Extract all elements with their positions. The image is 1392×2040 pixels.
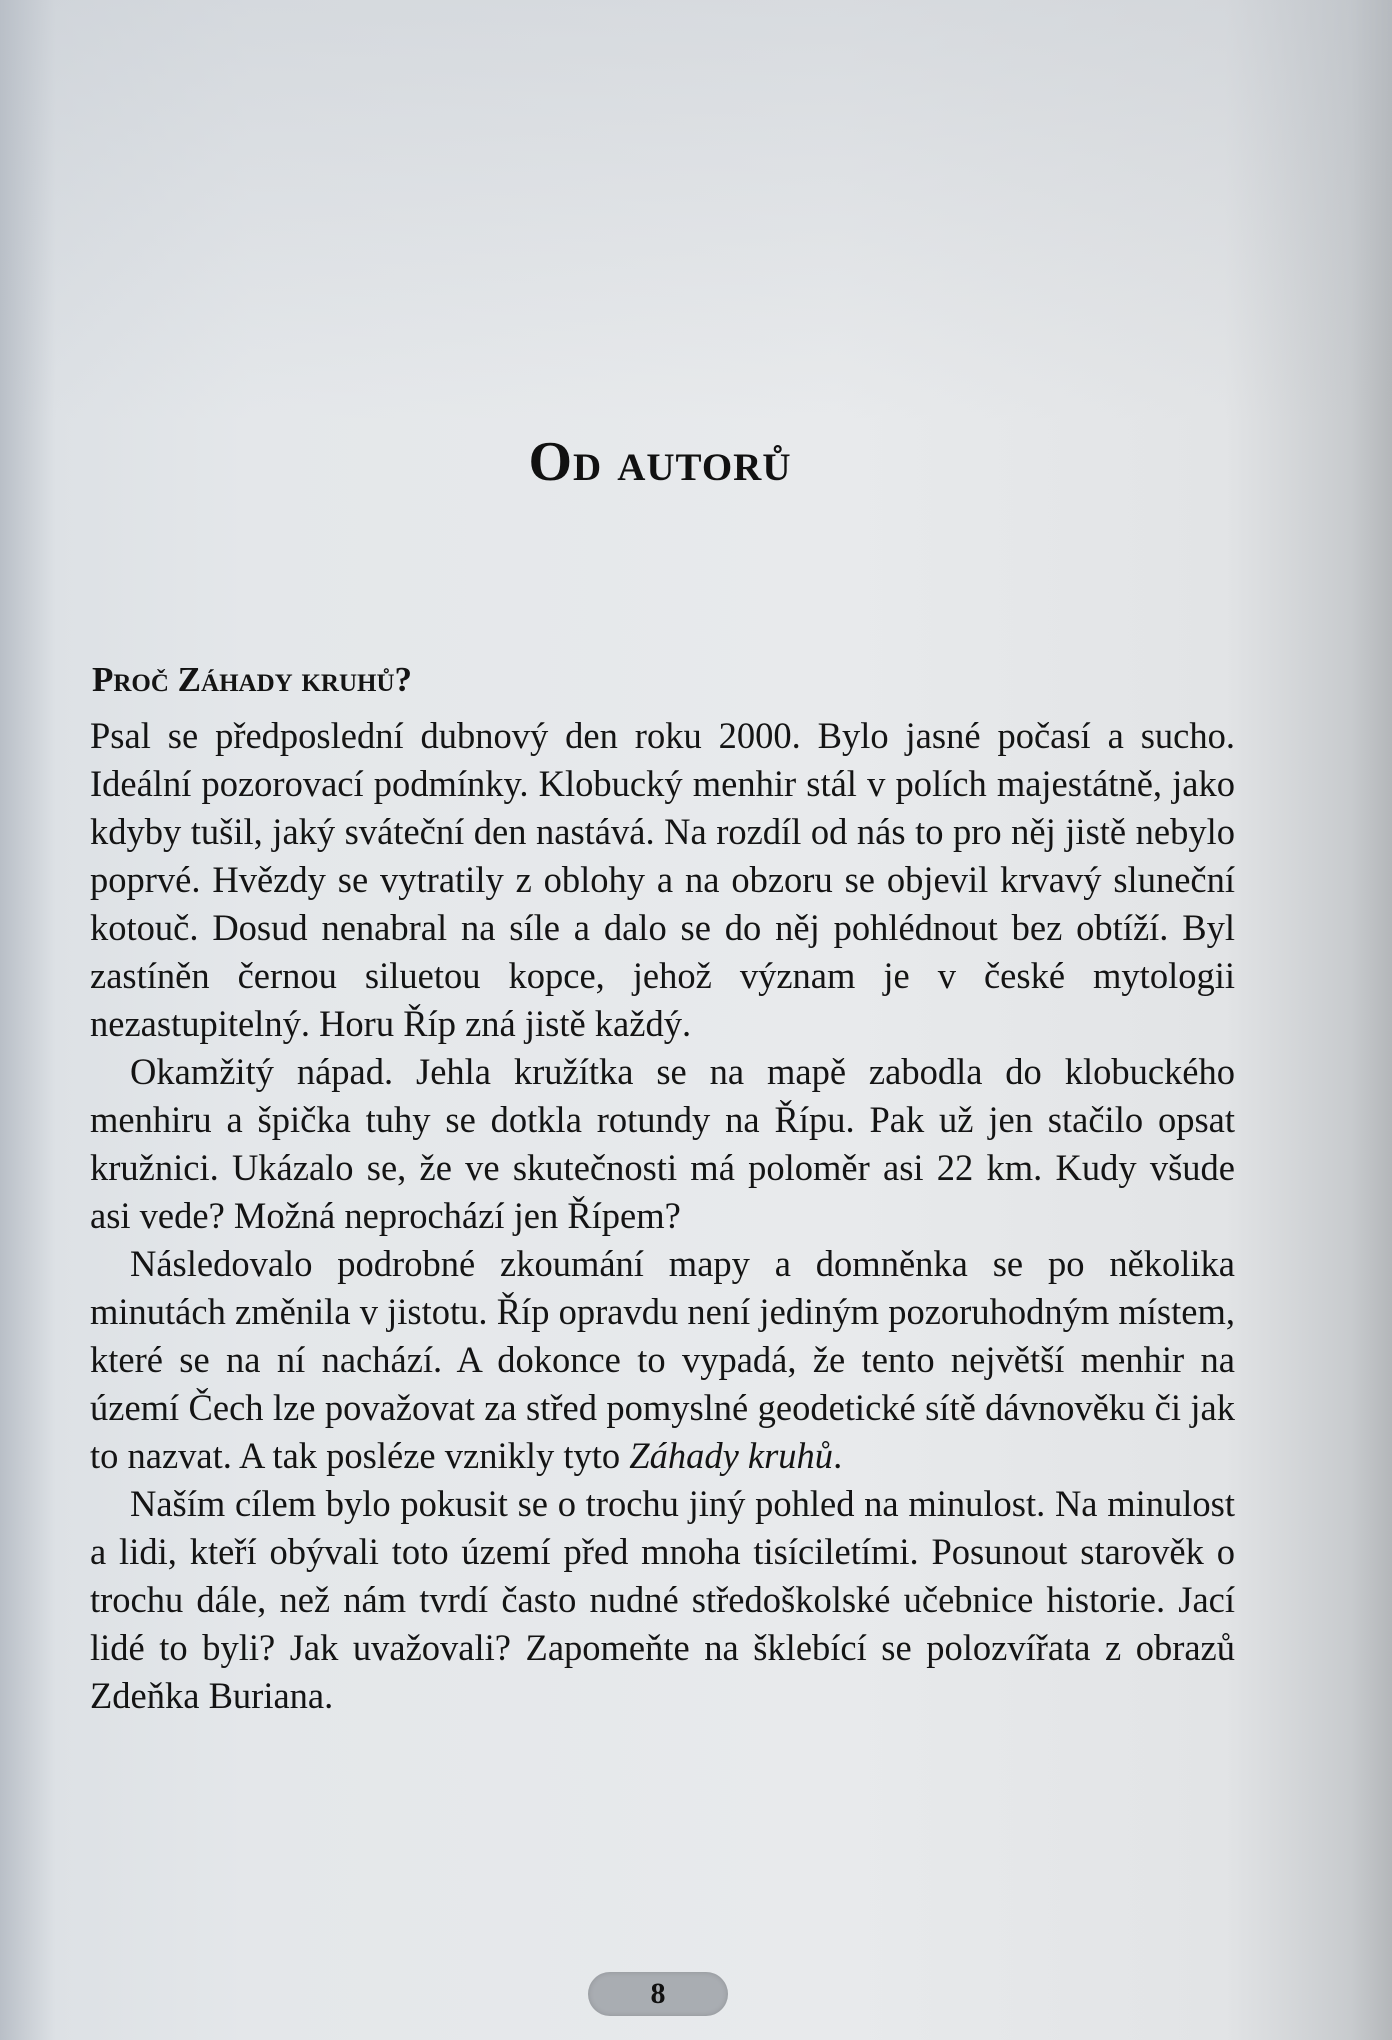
paragraph-3-text: Následovalo podrobné zkoumání mapy a domněnka se po několika minutách změnila v jistotu. Říp opravdu není jediným pozoruhodným místem, které se na ní nachází. A dokonce to vypadá, že tento největší menhir na území Čech lze považovat za střed pomyslné geodetické sítě dávnověku či jak to nazvat. A tak posléze vznikly tyto	[90, 1243, 1235, 1476]
page-shade	[0, 0, 1392, 420]
page-number-badge	[588, 1972, 728, 2016]
page-number: 8	[650, 1977, 666, 2010]
section-heading: Proč Záhady kruhů?	[92, 660, 412, 699]
paragraph-1: Psal se předposlední dubnový den roku 2000. Bylo jasné počasí a sucho. Ideální pozorovací podmínky. Klobucký menhir stál v polích majestátně, jako kdyby tušil, jaký sváteční den nastává. Na rozdíl od nás to pro něj jistě nebylo poprvé. Hvězdy se vytratily z oblohy a na obzoru se objevil krvavý sluneční kotouč. Dosud nenabral na síle a dalo se do něj pohlédnout bez obtíží. Byl zastíněn černou siluetou kopce, jehož význam je v české mytologii nezastupitelný. Horu Říp zná jistě každý.	[90, 715, 1235, 1044]
paragraph-3	[90, 1240, 1235, 1480]
paragraph-2: Okamžitý nápad. Jehla kružítka se na mapě zabodla do klobuckého menhiru a špička tuhy se dotkla rotundy na Řípu. Pak už jen stačilo opsat kružnici. Ukázalo se, že ve skutečnosti má poloměr asi 22 km. Kudy všude asi vede? Možná neprochází jen Řípem?	[90, 1051, 1235, 1236]
paragraph-4: Naším cílem bylo pokusit se o trochu jiný pohled na minulost. Na minulost a lidi, kteří obývali toto území před mnoha tisíciletími. Posunout starověk o trochu dále, než nám tvrdí často nudné středoškolské učebnice historie. Jací lidé to byli? Jak uvažovali? Zapomeňte na šklebící se polozvířata z obrazů Zdeňka Buriana.	[90, 1483, 1235, 1716]
chapter-title: Od autorů	[528, 431, 792, 493]
book-title-italic: Záhady kruhů	[629, 1435, 834, 1476]
paragraph-3-end: .	[833, 1435, 843, 1476]
body-text	[90, 712, 1235, 1720]
